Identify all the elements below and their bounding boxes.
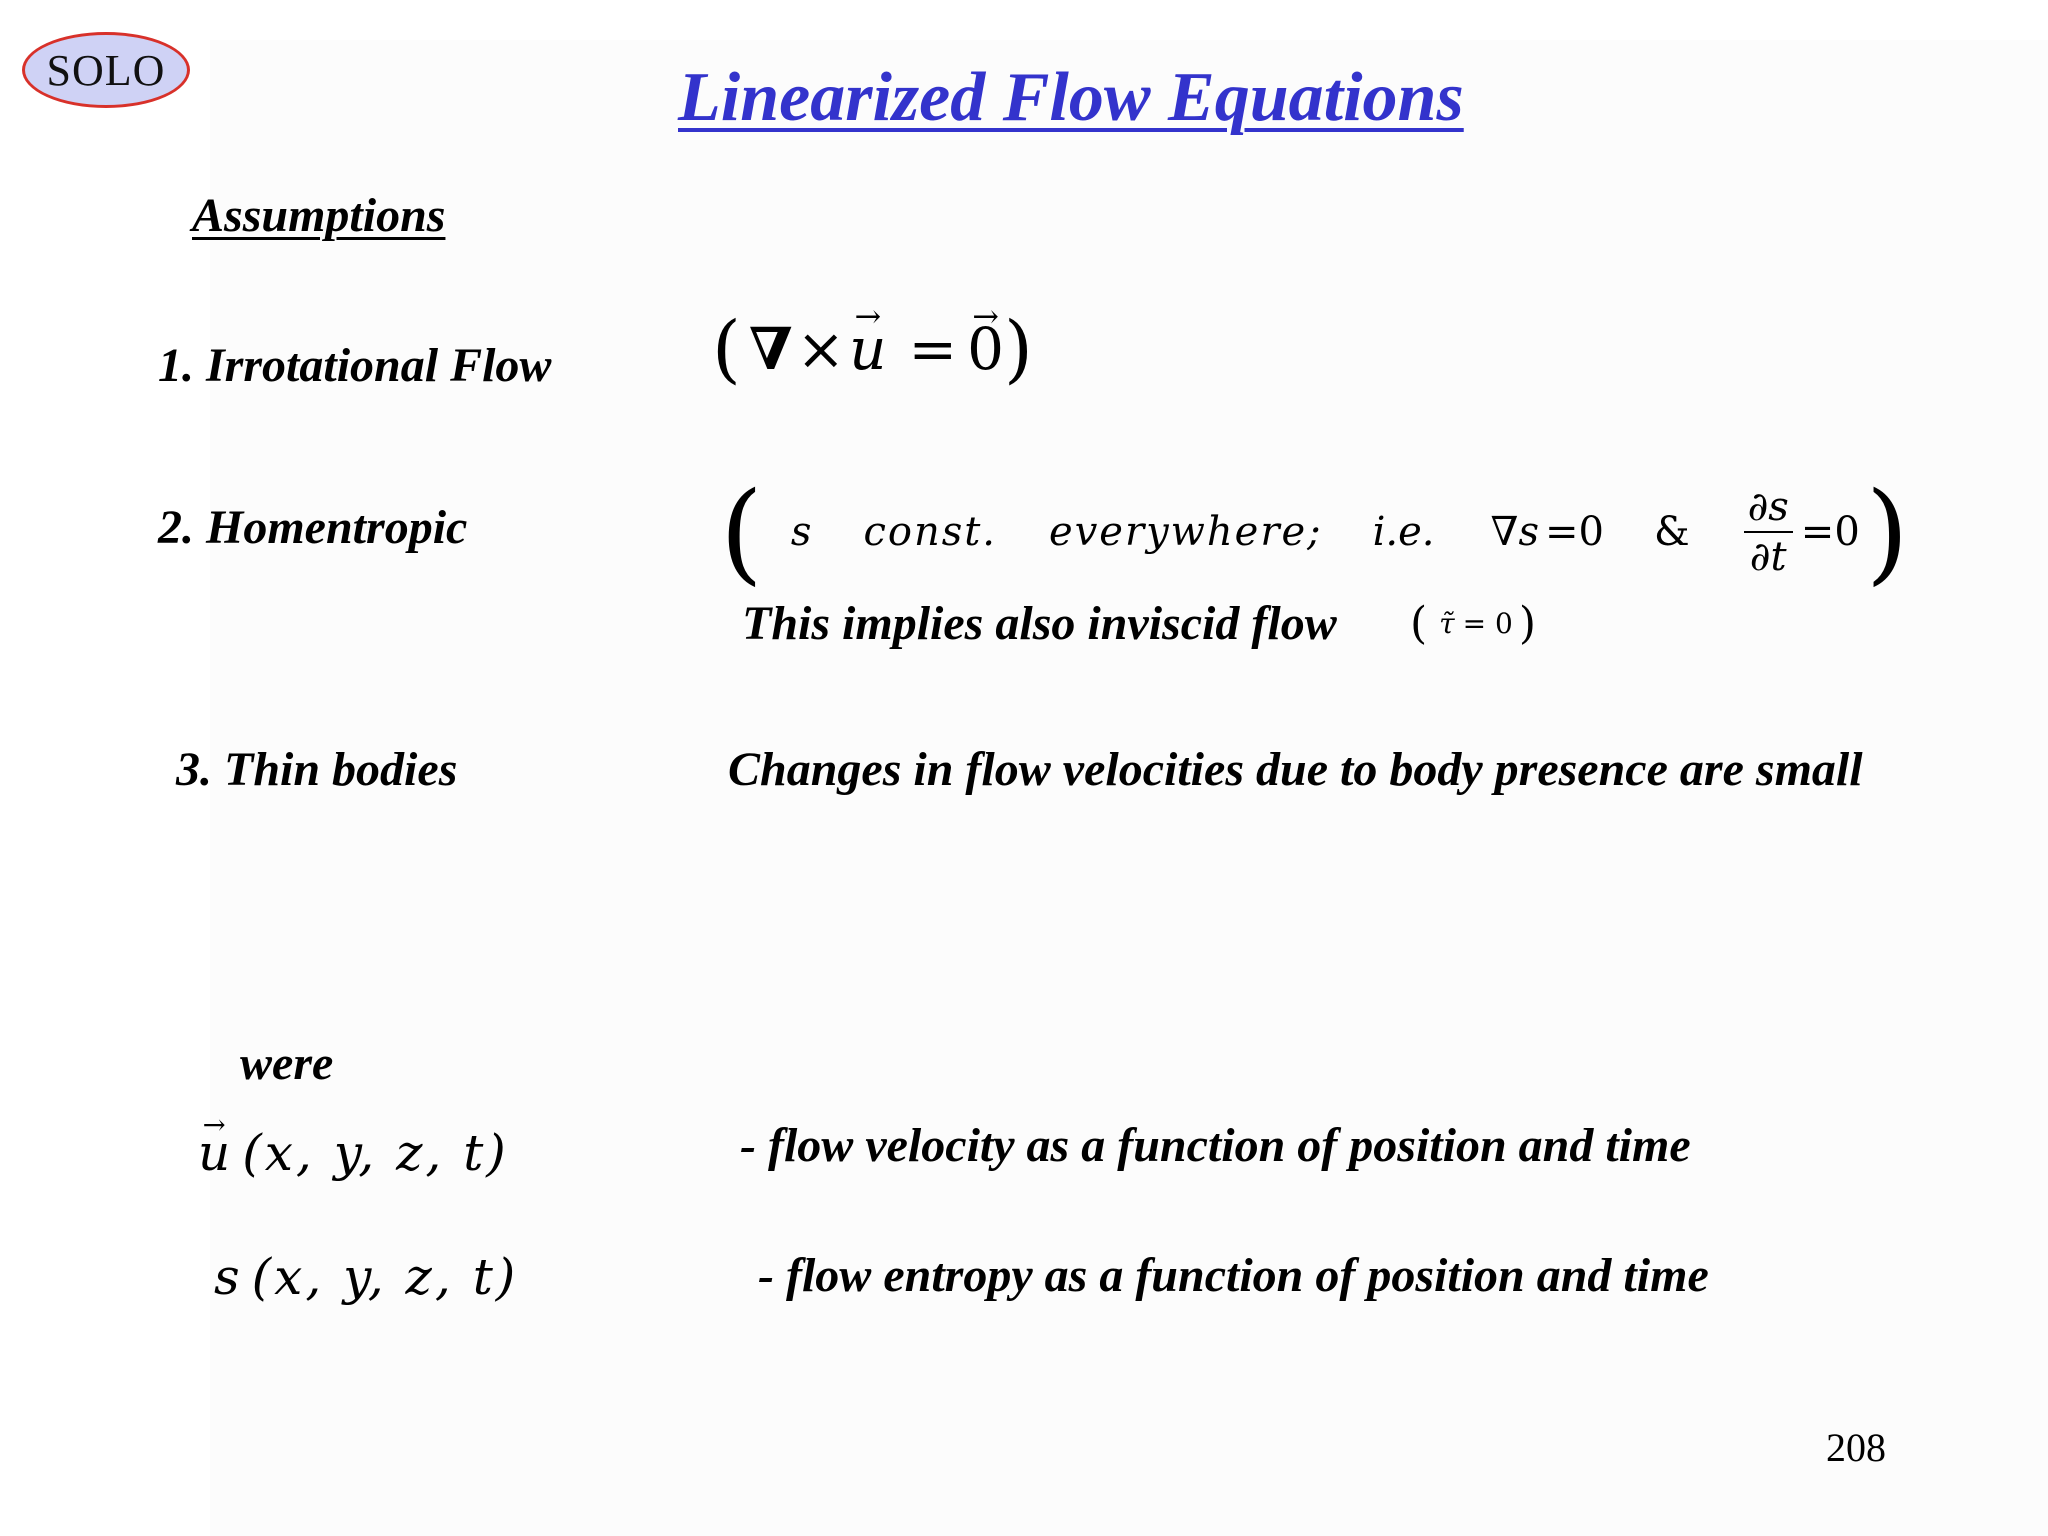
tau-eq-zero: = 0: [1462, 607, 1513, 640]
inviscid-note: This implies also inviscid flow: [742, 597, 1337, 650]
partial-s: ∂s: [1744, 485, 1793, 533]
thin-bodies-description: Changes in flow velocities due to body presence are small: [728, 743, 1863, 796]
were-label: were: [240, 1037, 334, 1090]
entropy-symbol: s: [790, 509, 812, 555]
page-number: 208: [1826, 1425, 1886, 1470]
equals-sign: =: [908, 315, 958, 383]
ie-text: i.e.: [1372, 509, 1435, 555]
homentropic-formula: ( s const. everywhere; i.e. ∇s =0 & $\frac{\partial s}{\partial t}$ =0 ): [720, 468, 1909, 596]
times-symbol: ×: [796, 315, 846, 383]
grad-s: ∇s: [1490, 509, 1539, 555]
entropy-description: - flow entropy as a function of position and time: [758, 1249, 1709, 1302]
entropy-function: [214, 1248, 518, 1306]
grad-eq-zero: =0: [1545, 509, 1604, 555]
velocity-description: - flow velocity as a function of position and time: [740, 1119, 1691, 1172]
tau-formula: ( τ̃ = 0 ): [1410, 598, 1537, 649]
entropy-fn-symbol: s: [214, 1248, 240, 1306]
velocity-symbol: → u: [198, 1124, 230, 1182]
partial-fraction: [1744, 485, 1793, 579]
zero-vector: → 0: [967, 315, 1004, 383]
assumption-3-label: 3. Thin bodies: [176, 743, 458, 796]
solo-logo: [22, 32, 190, 108]
velocity-vector: → u: [849, 315, 886, 383]
everywhere-text: everywhere;: [1049, 509, 1323, 555]
assumption-1-label: 1. Irrotational Flow: [158, 339, 552, 392]
partial-eq-zero: =0: [1800, 509, 1860, 555]
entropy-args: (x, y, z, t): [251, 1248, 519, 1306]
logo-text: SOLO: [46, 45, 166, 95]
slide-title: Linearized Flow Equations: [678, 59, 1464, 136]
assumptions-heading: Assumptions: [192, 189, 446, 242]
ampersand: &: [1653, 509, 1690, 555]
assumption-2-label: 2. Homentropic: [158, 501, 468, 554]
irrotational-formula: ( ∇ × → u = → 0 ): [712, 312, 1033, 386]
const-text: const.: [863, 509, 998, 555]
velocity-args: (x, y, z, t): [242, 1124, 509, 1182]
partial-t: ∂t: [1749, 534, 1787, 580]
nabla-symbol: ∇: [748, 315, 793, 383]
tau-symbol: τ̃: [1439, 607, 1455, 640]
velocity-function: [198, 1124, 509, 1182]
